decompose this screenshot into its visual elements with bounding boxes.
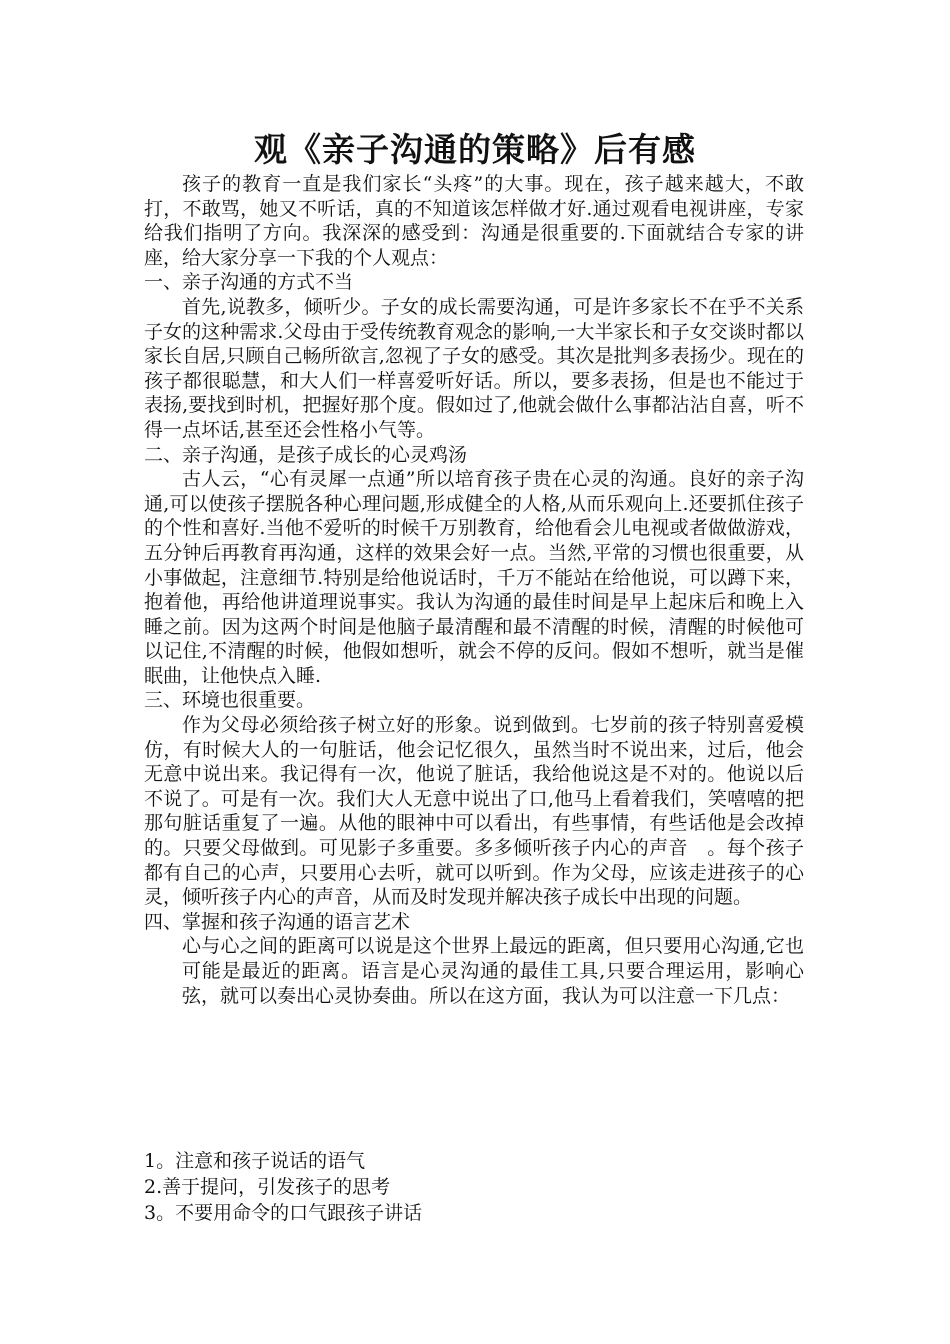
section-heading-3: 三、环境也很重要。 xyxy=(144,689,316,712)
document-title: 观《亲子沟通的策略》后有感 xyxy=(254,130,696,169)
document-body xyxy=(144,172,804,1008)
intro-paragraph: 孩子的教育一直是我们家长“头疼”的大事。现在，孩子越来越大，不敢打，不敢骂，她又不听话，真的不知道该怎样做才好.通过观看电视讲座，专家给我们指明了方向。我深深的感受到：沟通是很重要的.下面就结合专家的讲座，给大家分享一下我的个人观点： xyxy=(144,173,804,269)
section-heading-1: 一、亲子沟通的方式不当 xyxy=(144,271,354,294)
list-item: 2.善于提问，引发孩子的思考 xyxy=(144,1176,391,1198)
list-item: 3。不要用命令的口气跟孩子讲话 xyxy=(144,1202,423,1224)
section-paragraph-1: 首先,说教多，倾听少。子女的成长需要沟通，可是许多家长不在乎不关系子女的这种需求.父母由于受传统教育观念的影响,一大半家长和子女交谈时都以家长自居,只顾自己畅所欲言,忽视了子女的感受。其次是批判多表扬少。现在的孩子都很聪慧，和大人们一样喜爱听好话。所以，要多表扬，但是也不能过于表扬,要找到时机，把握好那个度。假如过了,他就会做什么事都沾沾自喜，听不得一点坏话,甚至还会性格小气等。 xyxy=(144,295,804,441)
section-paragraph-2: 古人云，“心有灵犀一点通”所以培育孩子贵在心灵的沟通。良好的亲子沟通,可以使孩子摆脱各种心理问题,形成健全的人格,从而乐观向上.还要抓住孩子的个性和喜好.当他不爱听的时候千万别教育，给他看会儿电视或者做做游戏，五分钟后再教育再沟通，这样的效果会好一点。当然,平常的习惯也很重要，从小事做起，注意细节.特别是给他说话时，千万不能站在给他说，可以蹲下来，抱着他，再给他讲道理说事实。我认为沟通的最佳时间是早上起床后和晚上入睡之前。因为这两个时间是他脑子最清醒和最不清醒的时候，清醒的时候他可以记住,不清醒的时候，他假如想听，就会不停的反问。假如不想听，就当是催眠曲，让他快点入睡. xyxy=(144,468,804,687)
section-heading-2: 二、亲子沟通，是孩子成长的心灵鸡汤 xyxy=(144,443,468,466)
section-paragraph-3: 作为父母必须给孩子树立好的形象。说到做到。七岁前的孩子特别喜爱模仿，有时候大人的一句脏话，他会记忆很久，虽然当时不说出来，过后，他会无意中说出来。我记得有一次，他说了脏话，我给他说这是不对的。他说以后不说了。可是有一次。我们大人无意中说出了口,他马上看着我们，笑嘻嘻的把那句脏话重复了一遍。从他的眼神中可以看出，有些事情，有些话他是会改掉的。只要父母做到。可见影子多重要。多多倾听孩子内心的声音 。每个孩子都有自己的心声，只要用心去听，就可以听到。作为父母，应该走进孩子的心灵，倾听孩子内心的声音，从而及时发现并解决孩子成长中出现的问题。 xyxy=(144,714,804,909)
list-item: 1。注意和孩子说话的语气 xyxy=(144,1150,366,1172)
points-list xyxy=(144,1148,804,1226)
section-heading-4: 四、掌握和孩子沟通的语言艺术 xyxy=(144,910,411,933)
section-paragraph-4: 心与心之间的距离可以说是这个世界上最远的距离，但只要用心沟通,它也可能是最近的距离。语言是心灵沟通的最佳工具,只要合理运用，影响心弦，就可以奏出心灵协奏曲。所以在这方面，我认为可以注意一下几点： xyxy=(182,935,804,1007)
